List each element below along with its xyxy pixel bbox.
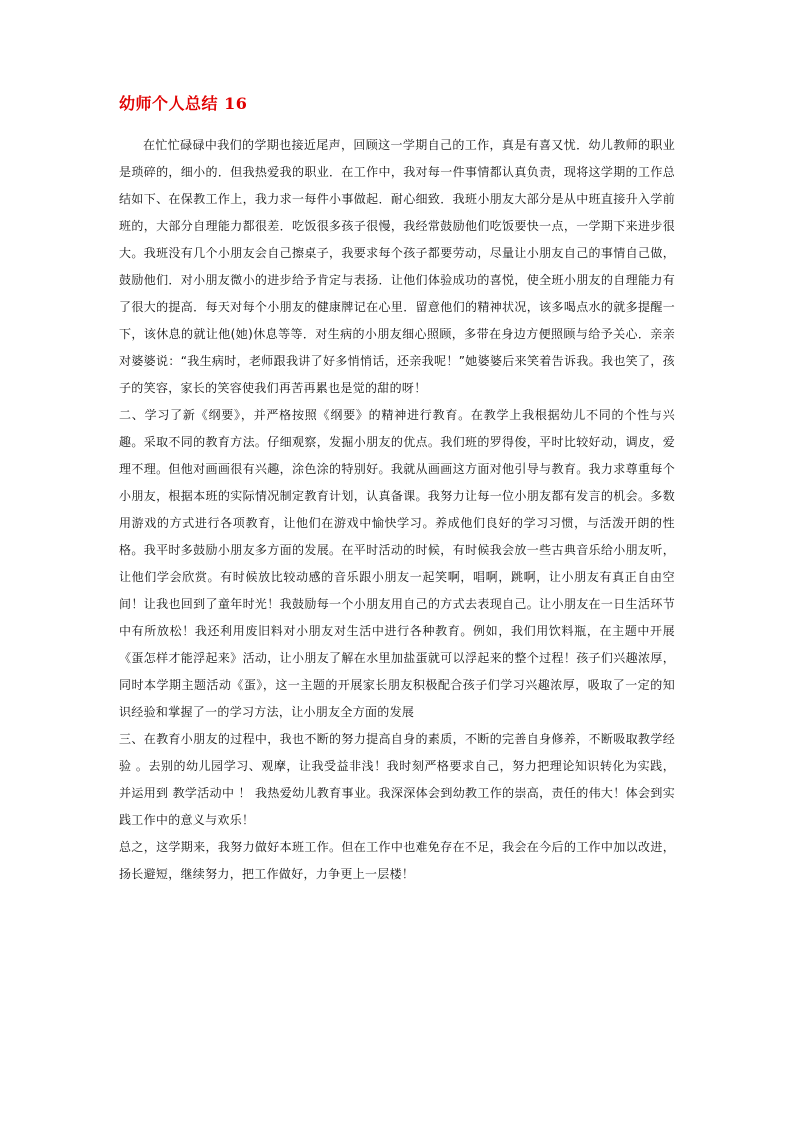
paragraph-intro: 在忙忙碌碌中我们的学期也接近尾声，回顾这一学期自己的工作，真是有喜又忧．幼儿教师的职业是琐碎的，细小的．但我热爱我的职业．在工作中，我对每一件事情都认真负责，现将这学期的工作总结如下、在保教工作上，我力求一每件小事做起．耐心细致．我班小朋友大部分是从中班直接升入学前班的，大部分自理能力都很差．吃饭很多孩子很慢，我经常鼓励他们吃饭要快一点，一学期下来进步很大。我班没有几个小朋友会自己擦桌子，我要求每个孩子都要劳动，尽量让小朋友自己的事情自己做，鼓励他们．对小朋友微小的进步给予肯定与表扬．让他们体验成功的喜悦，使全班小朋友的自理能力有了很大的提高．每天对每个小朋友的健康牌记在心里．留意他们的精神状况，该多喝点水的就多提醒一下，该休息的就让他(她)休息等等．对生病的小朋友细心照顾，多带在身边方便照顾与给予关心．亲亲对婆婆说：“我生病时，老师跟我讲了好多悄悄话，还亲我呢！”她婆婆后来笑着告诉我。我也笑了，孩子的笑容，家长的笑容使我们再苦再累也是觉的甜的呀！ (119, 138, 675, 395)
paragraph-section-two: 二、学习了新《纲要》，并严格按照《纲要》的精神进行教育。在教学上我根据幼儿不同的个性与兴趣。采取不同的教育方法。仔细观察，发掘小朋友的优点。我们班的罗得俊，平时比较好动，调皮，爱理不理。但他对画画很有兴趣，涂色涂的特别好。我就从画画这方面对他引导与教育。我力求尊重每个小朋友，根据本班的实际情况制定教育计划，认真备课。我努力让每一位小朋友都有发言的机会。多数用游戏的方式进行各项教育，让他们在游戏中愉快学习。养成他们良好的学习习惯，与活泼开朗的性格。我平时多鼓励小朋友多方面的发展。在平时活动的时候，有时候我会放一些古典音乐给小朋友听，让他们学会欣赏。有时候放比较动感的音乐跟小朋友一起笑啊，唱啊，跳啊，让小朋友有真正自由空间！让我也回到了童年时光！我鼓励每一个小朋友用自己的方式去表现自己。让小朋友在一日生活环节中有所放松！我还利用废旧料对小朋友对生活中进行各种教育。例如，我们用饮料瓶，在主题中开展《蛋怎样才能浮起来》活动，让小朋友了解在水里加盐蛋就可以浮起来的整个过程！孩子们兴趣浓厚，同时本学期主题活动《蛋》，这一主题的开展家长朋友积极配合孩子们学习兴趣浓厚，吸取了一定的知识经验和掌握了一的学习方法，让小朋友全方面的发展 (119, 408, 675, 719)
document-page (119, 92, 675, 888)
paragraph-section-three: 三、在教育小朋友的过程中，我也不断的努力提高自身的素质，不断的完善自身修养，不断吸取教学经验 。去别的幼儿园学习、观摩，让我受益非浅！我时刻严格要求自己，努力把理论知识转化为实践，并运用到 教学活动中 ！ 我热爱幼儿教育事业。我深深体会到幼教工作的崇高，责任的伟大！体会到实践工作中的意义与欢乐！ (119, 732, 675, 827)
paragraph-conclusion: 总之，这学期来，我努力做好本班工作。但在工作中也难免存在不足，我会在今后的工作中加以改进，扬长避短，继续努力，把工作做好，力争更上一层楼！ (119, 840, 675, 881)
document-title: 幼师个人总结 16 (119, 94, 248, 113)
document-body (119, 132, 675, 888)
